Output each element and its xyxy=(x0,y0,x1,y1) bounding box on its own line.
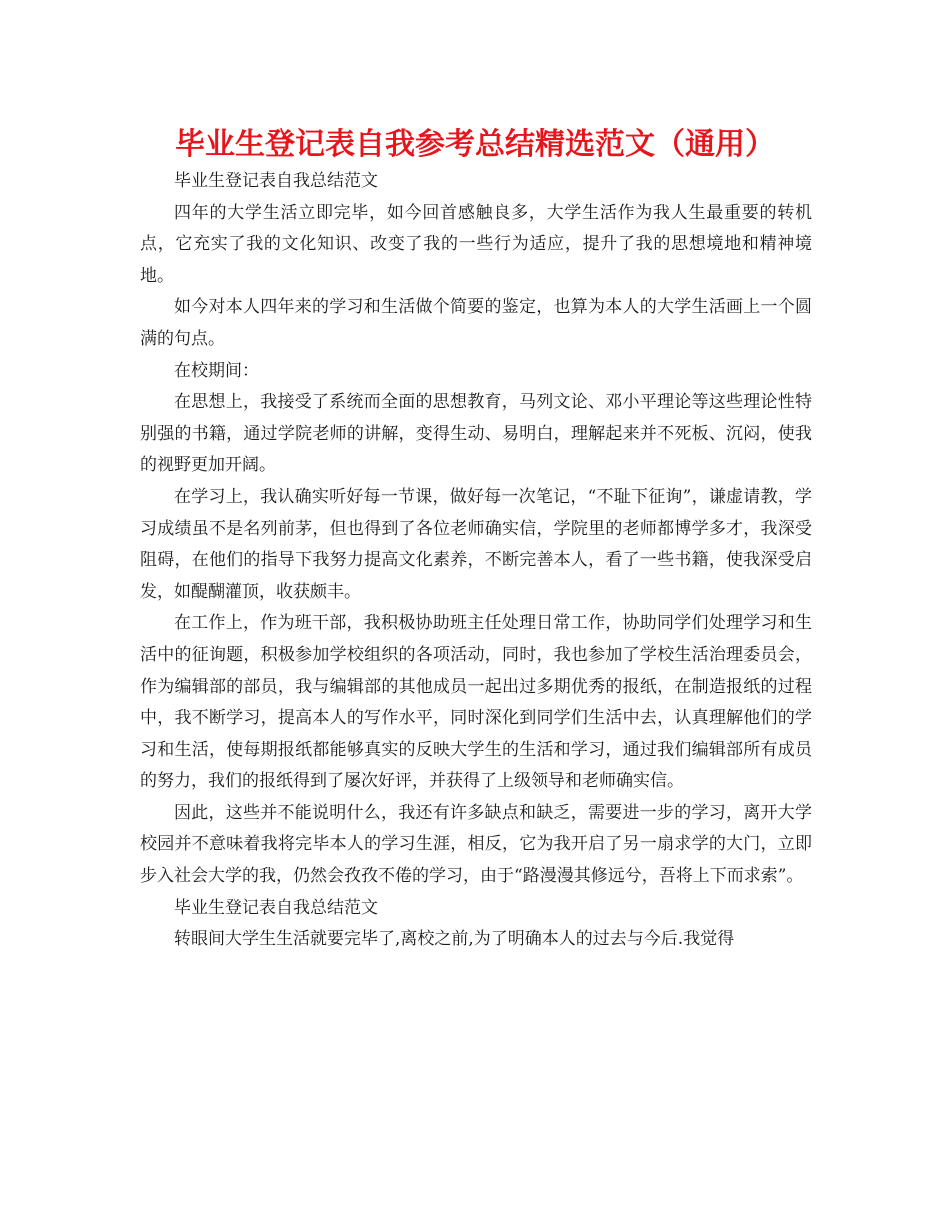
section-heading: 毕业生登记表自我总结范文 xyxy=(174,171,378,191)
paragraph: 在工作上，作为班干部，我积极协助班主任处理日常工作，协助同学们处理学习和生活中的征询题，积极参加学校组织的各项活动，同时，我也参加了学校生活治理委员会，作为编辑部的部员，我与编辑部的其他成员一起出过多期优秀的报纸，在制造报纸的过程中，我不断学习，提高本人的写作水平，同时深化到同学们生活中去，认真理解他们的学习和生活，使每期报纸都能够真实的反映大学生的生活和学习，通过我们编辑部所有成员的努力，我们的报纸得到了屡次好评，并获得了上级领导和老师确实信。 xyxy=(140,613,812,792)
paragraph: 转眼间大学生生活就要完毕了,离校之前,为了明确本人的过去与今后.我觉得 xyxy=(174,929,735,950)
section-heading: 毕业生登记表自我总结范文 xyxy=(174,897,378,918)
paragraph: 在校期间： xyxy=(174,360,259,381)
document-body xyxy=(140,166,812,956)
paragraph: 因此，这些并不能说明什么，我还有许多缺点和缺乏，需要进一步的学习，离开大学校园并不意味着我将完毕本人的学习生涯，相反，它为我开启了另一扇求学的大门，立即步入社会大学的我，仍然会孜孜不倦的学习，由于“路漫漫其修远兮，吾将上下而求索”。 xyxy=(140,802,812,887)
paragraph: 如今对本人四年来的学习和生活做个简要的鉴定，也算为本人的大学生活画上一个圆满的句点。 xyxy=(140,297,812,349)
paragraph: 在思想上，我接受了系统而全面的思想教育，马列文论、邓小平理论等这些理论性特别强的书籍，通过学院老师的讲解，变得生动、易明白，理解起来并不死板、沉闷，使我的视野更加开阔。 xyxy=(140,392,812,476)
paragraph: 四年的大学生活立即完毕，如今回首感触良多，大学生活作为我人生最重要的转机点，它充实了我的文化知识、改变了我的一些行为适应，提升了我的思想境地和精神境地。 xyxy=(140,202,812,286)
paragraph: 在学习上，我认确实听好每一节课，做好每一次笔记，“不耻下征询”，谦虚请教，学习成绩虽不是名列前茅，但也得到了各位老师确实信，学院里的老师都博学多才，我深受阻碍，在他们的指导下我努力提高文化素养，不断完善本人，看了一些书籍，使我深受启发，如醍醐灌顶，收获颇丰。 xyxy=(140,486,812,602)
document-title: 毕业生登记表自我参考总结精选范文（通用） xyxy=(175,127,775,162)
